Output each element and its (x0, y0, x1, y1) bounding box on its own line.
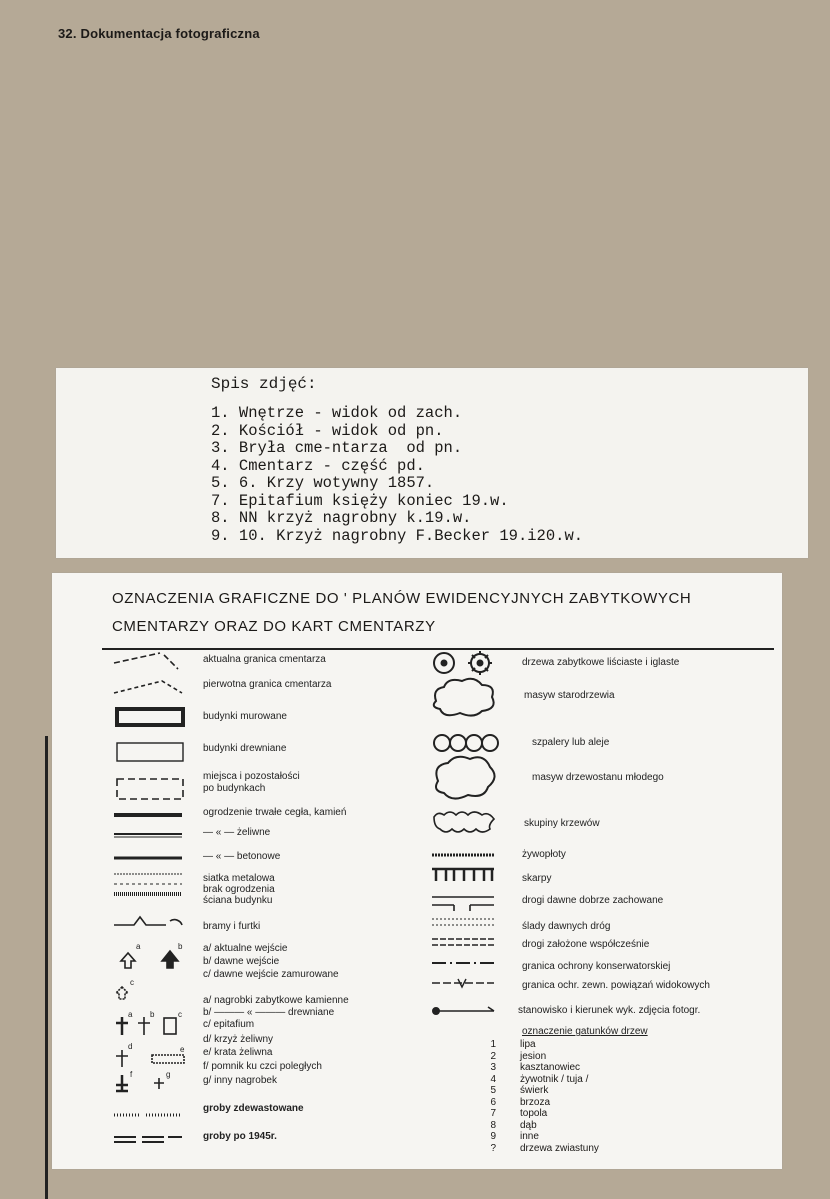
escarpment-icon (432, 869, 494, 881)
legend-entry: miejsca i pozostałości (203, 771, 300, 782)
label-c2: c (178, 1010, 182, 1019)
legend-entry: ogrodzenie trwałe cegła, kamień (203, 807, 347, 818)
legend-entry: granica ochrony konserwatorskiej (522, 961, 671, 972)
legend-entry: budynki murowane (203, 711, 287, 722)
road-traces-icon (432, 919, 494, 925)
label-b: b (178, 942, 183, 951)
label-a2: a (128, 1010, 133, 1019)
label-c: c (130, 978, 134, 987)
list-item: 4. Cmentarz - część pd. (211, 456, 425, 475)
legend-entry: granica ochr. zewn. powiązań widokowych (522, 980, 710, 991)
species-number: 7 (490, 1108, 496, 1119)
building-remains-icon (117, 779, 183, 799)
species-name: inne (520, 1131, 539, 1142)
page-header: 32. Dokumentacja fotograficzna (58, 26, 260, 41)
legend-entry: f/ pomnik ku czci poległych (203, 1061, 322, 1072)
species-name: świerk (520, 1085, 549, 1096)
legend-entry: bramy i furtki (203, 921, 261, 932)
legend-entry: budynki drewniane (203, 743, 287, 754)
legend-entry: — « — betonowe (203, 851, 281, 862)
label-d: d (128, 1042, 133, 1051)
wooden-building-icon (117, 743, 183, 761)
legend-entry: b/ dawne wejście (203, 956, 280, 967)
legend-entry: b/ ——— « ——— drewniane (203, 1007, 335, 1018)
legend-entry: d/ krzyż żeliwny (203, 1034, 274, 1045)
label-b2: b (150, 1010, 155, 1019)
legend-entry: szpalery lub aleje (532, 737, 610, 748)
post-1945-graves-icon (114, 1137, 182, 1142)
legend-entry: żywopłoty (522, 849, 566, 860)
right-symbols (430, 649, 504, 1029)
masonry-building-icon (117, 709, 183, 725)
list-item: 3. Bryła cme-ntarza od pn. (211, 439, 463, 457)
species-name: brzoza (520, 1096, 551, 1108)
species-number: 6 (490, 1096, 496, 1108)
label-a: a (136, 942, 141, 951)
legend-entry: groby po 1945r. (203, 1131, 277, 1142)
species-number: 5 (490, 1085, 496, 1096)
original-boundary-icon (114, 681, 182, 693)
legend-entry: e/ krata żeliwna (203, 1047, 273, 1058)
species-name: dąb (520, 1119, 537, 1131)
shrub-group-icon (434, 812, 494, 832)
legend-entry: a/ nagrobki zabytkowe kamienne (203, 995, 349, 1006)
species-name: topola (520, 1108, 548, 1119)
new-road-icon (432, 939, 494, 945)
species-name: żywotnik / tuja / (520, 1073, 589, 1085)
list-item: 7. Epitafium księży koniec 19.w. (211, 491, 509, 510)
label-f: f (130, 1070, 133, 1079)
legend-entry: brak ogrodzenia (203, 884, 275, 895)
tree-species-heading: oznaczenie gatunków drzew (522, 1026, 648, 1037)
legend-entry: masyw starodrzewia (524, 690, 615, 701)
scan-edge-line (45, 736, 48, 1199)
species-number: 4 (490, 1073, 496, 1085)
iron-grate-icon (152, 1055, 184, 1063)
legend-title (112, 585, 691, 641)
legend-entry: drogi dawne dobrze zachowane (522, 895, 664, 906)
legend-entry: drzewa zabytkowe liściaste i iglaste (522, 657, 680, 668)
species-name: kasztanowiec (520, 1062, 581, 1073)
legend-entry: ściana budynku (203, 895, 273, 906)
species-name: lipa (520, 1039, 536, 1050)
legend-sheet (52, 573, 782, 1169)
species-number: 9 (490, 1131, 496, 1142)
species-number: ? (490, 1142, 496, 1154)
list-item: 9. 10. Krzyż nagrobny F.Becker 19.i20.w. (211, 526, 584, 545)
legend-entry: skarpy (522, 873, 552, 884)
species-name: drzewa zwiastuny (520, 1142, 599, 1154)
legend-entry: ślady dawnych dróg (522, 921, 611, 932)
label-g: g (166, 1070, 171, 1079)
species-name: jesion (520, 1050, 547, 1062)
species-number: 8 (490, 1119, 496, 1131)
iron-cross-icon (116, 1050, 128, 1067)
other-grave-icon (154, 1078, 164, 1089)
legend-title-line1: OZNACZENIA GRAFICZNE DO ' PLANÓW EWIDENCYJNYCH ZABYTKOWYCH (112, 590, 692, 607)
species-number: 1 (490, 1039, 496, 1050)
legend-entry: g/ inny nagrobek (203, 1075, 277, 1086)
legend-entry: — « — żeliwne (203, 827, 271, 838)
legend-title-line2: CMENTARZY ORAZ DO KART CMENTARZY (112, 618, 436, 635)
left-symbols (112, 645, 192, 1145)
legend-entry: po budynkach (203, 783, 266, 794)
legend-entry: siatka metalowa (203, 873, 275, 884)
legend-entry: pierwotna granica cmentarza (203, 679, 332, 690)
old-road-icon (432, 897, 494, 911)
legend-entry: stanowisko i kierunek wyk. zdjęcia fotogr. (518, 1005, 701, 1016)
species-number: 2 (490, 1050, 496, 1062)
list-item: 1. Wnętrze - widok od zach. (211, 404, 463, 422)
epitaph-icon (164, 1018, 176, 1034)
legend-entry: aktualna granica cmentarza (203, 654, 326, 665)
entrance-icon (121, 953, 135, 968)
legend-entry: c/ dawne wejście zamurowane (203, 969, 339, 980)
photo-list-sheet (56, 368, 808, 558)
list-item: 2. Kościół - widok od pn. (211, 421, 444, 440)
avenue-icon (434, 735, 498, 751)
label-e: e (180, 1045, 185, 1054)
legend-entry: groby zdewastowane (203, 1103, 304, 1114)
legend-entry: drogi założone współcześnie (522, 939, 650, 950)
legend-entry: masyw drzewostanu młodego (532, 772, 664, 783)
legend-entry: skupiny krzewów (524, 818, 600, 829)
old-stand-mass-icon (434, 679, 494, 716)
young-stand-mass-icon (436, 757, 495, 799)
photo-list-title: Spis zdjęć: (211, 375, 317, 393)
monument-icon (116, 1075, 128, 1091)
cross-icon (116, 1017, 128, 1035)
gate-icon (114, 917, 182, 925)
current-boundary-icon (114, 653, 178, 669)
legend-entry: a/ aktualne wejście (203, 943, 288, 954)
photo-position-icon (436, 1007, 494, 1011)
list-item: 5. 6. Krzy wotywny 1857. (211, 474, 435, 492)
list-item: 8. NN krzyż nagrobny k.19.w. (211, 509, 472, 527)
photo-list (211, 405, 583, 545)
species-number: 3 (490, 1062, 496, 1073)
legend-entry: c/ epitafium (203, 1019, 255, 1030)
